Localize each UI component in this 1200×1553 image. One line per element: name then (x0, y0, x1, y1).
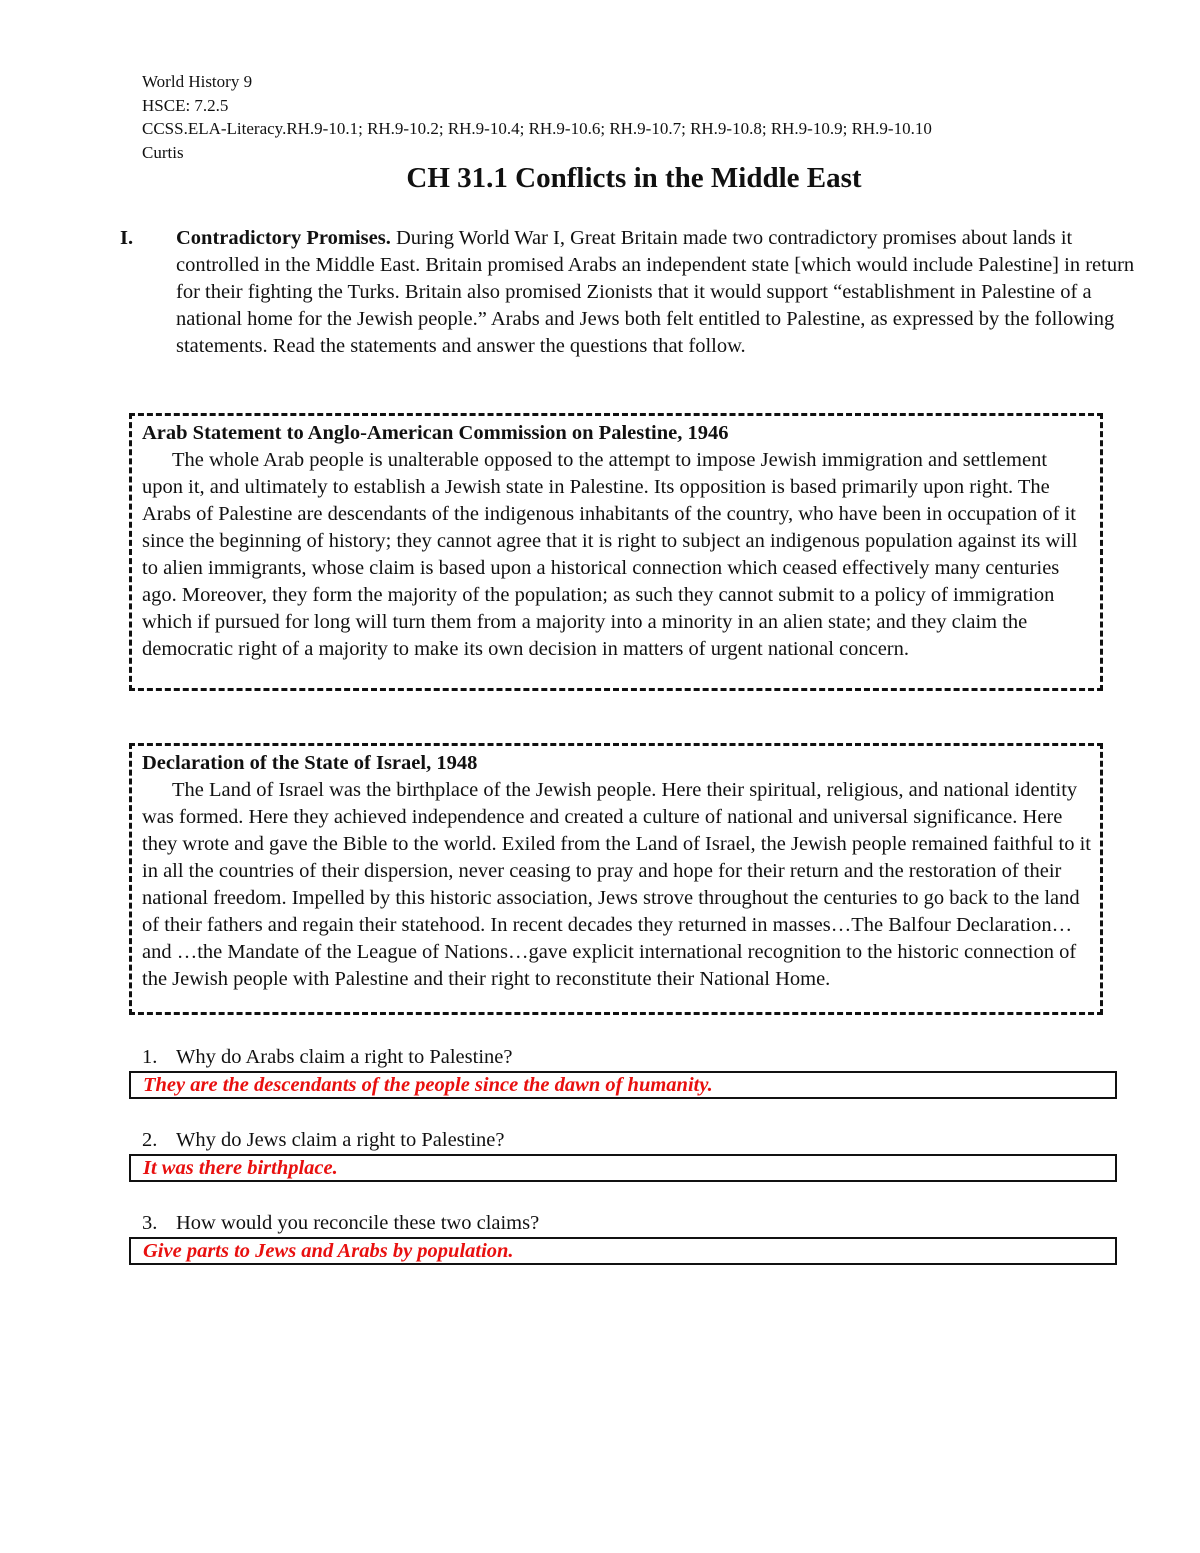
israel-declaration-text: The Land of Israel was the birthplace of the Jewish people. Here their spiritual, religious, and national identity was formed. Here they achieved independence and created a culture of national and universal significance. Here they wrote and gave the Bible to the world. Exiled from the Land of Israel, the Jewish people remained faithful to it in all the countries of their dispersion, never ceasing to pray and hope for their return and the restoration of their national freedom. Impelled by this historic association, Jews strove throughout the centuries to go back to the land of their fathers and regain their statehood. In recent decades they returned in masses…The Balfour Declaration…and …the Mandate of the League of Nations…gave explicit international recognition to the historic connection of the Jewish people with Palestine and their right to reconstitute their National Home. (142, 779, 1091, 990)
section-body (176, 225, 1136, 360)
answer-field-1[interactable]: They are the descendants of the people since the dawn of humanity. (129, 1071, 1117, 1099)
answer-field-3[interactable]: Give parts to Jews and Arabs by population. (129, 1237, 1117, 1265)
arab-statement-box (129, 413, 1103, 691)
question-number: 1. (142, 1046, 158, 1068)
question-1 (142, 1044, 512, 1070)
teacher-name: Curtis (142, 142, 184, 162)
standards-list: CCSS.ELA-Literacy.RH.9-10.1; RH.9-10.2; RH.9-10.4; RH.9-10.6; RH.9-10.7; RH.9-10.8; RH.9-10.9; RH.9-10.10 (142, 119, 932, 138)
question-text: Why do Arabs claim a right to Palestine? (176, 1046, 513, 1068)
question-text: Why do Jews claim a right to Palestine? (176, 1129, 505, 1151)
section-text: During World War I, Great Britain made two contradictory promises about lands it controlled in the Middle East. Britain promised Arabs an independent state [which would include Palestine] in return for their fighting the Turks. Britain also promised Zionists that it would support “establishment in Palestine of a national home for the Jewish people.” Arabs and Jews both felt entitled to Palestine, as expressed by the following statements. Read the statements and answer the questions that follow. (176, 227, 1135, 357)
israel-declaration-box (129, 743, 1103, 1015)
course-name: World History 9 (142, 72, 253, 91)
question-2 (142, 1127, 505, 1153)
page-title: CH 31.1 Conflicts in the Middle East (406, 162, 862, 194)
question-text: How would you reconcile these two claims? (176, 1212, 540, 1234)
answer-field-2[interactable]: It was there birthplace. (129, 1154, 1117, 1182)
document-header (142, 70, 932, 164)
section-heading: Contradictory Promises. (176, 227, 391, 249)
arab-statement-text: The whole Arab people is unalterable opposed to the attempt to impose Jewish immigration and settlement upon it, and ultimately to establish a Jewish state in Palestine. Its opposition is based primarily upon right. The Arabs of Palestine are descendants of the indigenous inhabitants of the country, who have been in occupation of it since the beginning of history; they cannot agree that it is right to subject an indigenous population against its will to alien immigrants, whose claim is based upon a historical connection which ceased effectively many centuries ago. Moreover, they form the majority of the population; as such they cannot submit to a policy of immigration which if pursued for long will turn them from a majority into a minority in an alien state; and they claim the democratic right of a majority to make its own decision in matters of urgent national concern. (142, 449, 1078, 660)
question-number: 2. (142, 1129, 158, 1151)
israel-declaration-title: Declaration of the State of Israel, 1948 (142, 752, 478, 774)
arab-statement-title: Arab Statement to Anglo-American Commission on Palestine, 1946 (142, 422, 729, 444)
question-number: 3. (142, 1212, 158, 1234)
hsce-code: HSCE: 7.2.5 (142, 95, 229, 115)
section-numeral: I. (120, 227, 134, 249)
question-3 (142, 1210, 539, 1236)
